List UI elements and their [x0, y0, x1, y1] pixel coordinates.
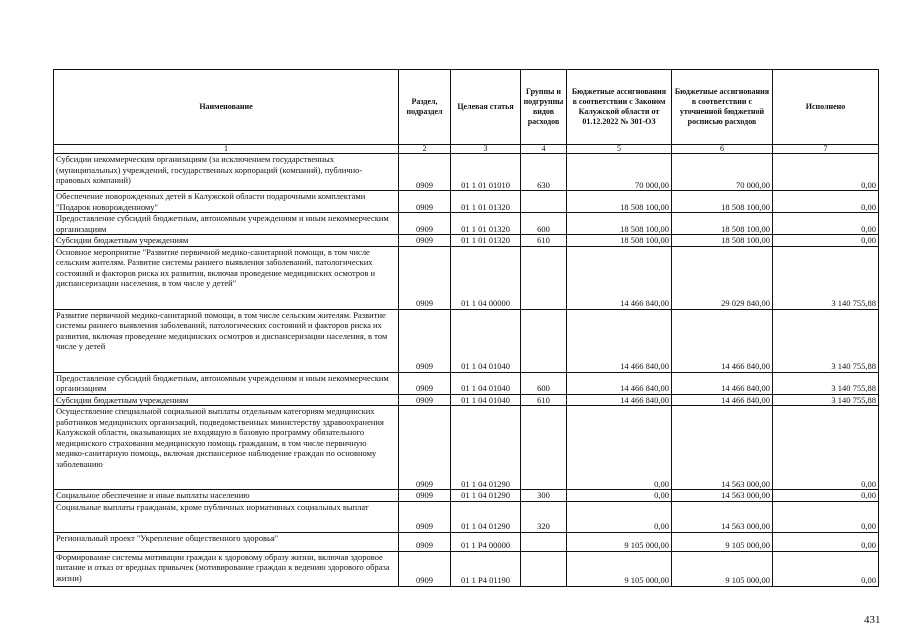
column-number-row: [54, 145, 879, 154]
row-target-cell: 01 1 04 01290: [451, 406, 521, 490]
row-group-cell: [521, 246, 567, 309]
row-law-amount-cell: 14 466 840,00: [567, 394, 672, 406]
row-target-cell: 01 1 04 01040: [451, 309, 521, 372]
row-revised-amount-cell: 14 466 840,00: [672, 394, 773, 406]
header-group: Группы и подгруппы видов расходов: [521, 70, 567, 145]
row-group-cell: [521, 532, 567, 551]
table-row: [54, 372, 879, 394]
row-target-cell: 01 1 01 01320: [451, 213, 521, 235]
table-row: [54, 213, 879, 235]
table-row: [54, 154, 879, 191]
header-law: Бюджетные ассигнования в соответствии с Законом Калужской области от 01.12.2022 № 301-ОЗ: [567, 70, 672, 145]
row-name-cell: Формирование системы мотивации граждан к здоровому образу жизни, включая здоровое питание и отказ от вредных привычек (мотивирование граждан к ведению здорового образа жизни): [54, 551, 399, 586]
row-revised-amount-cell: 14 563 000,00: [672, 490, 773, 502]
header-name: Наименование: [54, 70, 399, 145]
row-name-cell: Предоставление субсидий бюджетным, автономным учреждениям и иным некоммерческим организациям: [54, 213, 399, 235]
table-row: [54, 551, 879, 586]
table-row: [54, 235, 879, 247]
column-number: 2: [399, 145, 451, 154]
row-law-amount-cell: 70 000,00: [567, 154, 672, 191]
row-executed-amount-cell: 0,00: [773, 551, 879, 586]
row-revised-amount-cell: 70 000,00: [672, 154, 773, 191]
row-section-cell: 0909: [399, 191, 451, 213]
row-revised-amount-cell: 9 105 000,00: [672, 551, 773, 586]
row-executed-amount-cell: 0,00: [773, 191, 879, 213]
row-executed-amount-cell: 0,00: [773, 490, 879, 502]
row-executed-amount-cell: 0,00: [773, 154, 879, 191]
header-executed: Исполнено: [773, 70, 879, 145]
row-law-amount-cell: 18 508 100,00: [567, 235, 672, 247]
row-target-cell: 01 1 04 01290: [451, 490, 521, 502]
row-group-cell: [521, 309, 567, 372]
table-row: [54, 394, 879, 406]
row-target-cell: 01 1 01 01320: [451, 191, 521, 213]
row-executed-amount-cell: 3 140 755,88: [773, 372, 879, 394]
row-law-amount-cell: 14 466 840,00: [567, 246, 672, 309]
row-name-cell: Предоставление субсидий бюджетным, автономным учреждениям и иным некоммерческим организациям: [54, 372, 399, 394]
row-executed-amount-cell: 3 140 755,88: [773, 394, 879, 406]
row-group-cell: 610: [521, 394, 567, 406]
table-row: [54, 191, 879, 213]
row-group-cell: 300: [521, 490, 567, 502]
row-law-amount-cell: 0,00: [567, 490, 672, 502]
row-section-cell: 0909: [399, 490, 451, 502]
row-name-cell: Осуществление специальной социальной выплаты отдельным категориям медицинских работников медицинских организаций, подведомственных министерству здравоохранения Калужской области, оказывающих не входящую в базовую программу обязательного медицинского страхования медицинскую помощь гражданам, в том числе первичную медико-санитарную помощь, включая диспансерное наблюдение граждан по основному заболеванию: [54, 406, 399, 490]
column-number: 5: [567, 145, 672, 154]
row-group-cell: 320: [521, 501, 567, 532]
row-law-amount-cell: 9 105 000,00: [567, 551, 672, 586]
row-revised-amount-cell: 14 563 000,00: [672, 406, 773, 490]
row-law-amount-cell: 0,00: [567, 406, 672, 490]
row-name-cell: Региональный проект "Укрепление общественного здоровья": [54, 532, 399, 551]
row-revised-amount-cell: 14 466 840,00: [672, 372, 773, 394]
row-target-cell: 01 1 04 00000: [451, 246, 521, 309]
row-executed-amount-cell: 3 140 755,88: [773, 309, 879, 372]
row-section-cell: 0909: [399, 309, 451, 372]
column-number: 1: [54, 145, 399, 154]
row-name-cell: Основное мероприятие "Развитие первичной медико-санитарной помощи, в том числе сельским жителям. Развитие системы раннего выявления заболеваний, патологических состояний и факторов риска их развития, включая проведение медицинских осмотров и диспансеризации населения, в том числе у детей": [54, 246, 399, 309]
row-target-cell: 01 1 01 01320: [451, 235, 521, 247]
row-target-cell: 01 1 04 01040: [451, 372, 521, 394]
row-revised-amount-cell: 29 029 840,00: [672, 246, 773, 309]
row-executed-amount-cell: 0,00: [773, 501, 879, 532]
row-executed-amount-cell: 3 140 755,88: [773, 246, 879, 309]
row-law-amount-cell: 14 466 840,00: [567, 372, 672, 394]
row-revised-amount-cell: 14 466 840,00: [672, 309, 773, 372]
row-group-cell: 600: [521, 213, 567, 235]
row-group-cell: 610: [521, 235, 567, 247]
header-target: Целевая статья: [451, 70, 521, 145]
row-target-cell: 01 1 P4 01190: [451, 551, 521, 586]
row-revised-amount-cell: 9 105 000,00: [672, 532, 773, 551]
table-row: [54, 501, 879, 532]
row-executed-amount-cell: 0,00: [773, 406, 879, 490]
row-section-cell: 0909: [399, 501, 451, 532]
row-revised-amount-cell: 18 508 100,00: [672, 191, 773, 213]
row-revised-amount-cell: 14 563 000,00: [672, 501, 773, 532]
row-name-cell: Развитие первичной медико-санитарной помощи, в том числе сельским жителям. Развитие системы раннего выявления заболеваний, патологических состояний и факторов риска их развития, включая проведение медицинских осмотров и диспансеризации населения, в том числе у детей: [54, 309, 399, 372]
header-revised: Бюджетные ассигнования в соответствии с уточненной бюджетной росписью расходов: [672, 70, 773, 145]
row-law-amount-cell: 18 508 100,00: [567, 213, 672, 235]
row-section-cell: 0909: [399, 532, 451, 551]
row-section-cell: 0909: [399, 372, 451, 394]
row-target-cell: 01 1 04 01040: [451, 394, 521, 406]
table-row: [54, 406, 879, 490]
row-revised-amount-cell: 18 508 100,00: [672, 213, 773, 235]
row-section-cell: 0909: [399, 406, 451, 490]
row-section-cell: 0909: [399, 154, 451, 191]
row-name-cell: Субсидии бюджетным учреждениям: [54, 394, 399, 406]
column-number: 7: [773, 145, 879, 154]
header-row: [54, 70, 879, 145]
table-row: [54, 246, 879, 309]
row-law-amount-cell: 18 508 100,00: [567, 191, 672, 213]
row-target-cell: 01 1 P4 00000: [451, 532, 521, 551]
row-executed-amount-cell: 0,00: [773, 235, 879, 247]
row-group-cell: [521, 406, 567, 490]
row-executed-amount-cell: 0,00: [773, 532, 879, 551]
row-name-cell: Социальные выплаты гражданам, кроме публичных нормативных социальных выплат: [54, 501, 399, 532]
column-number: 6: [672, 145, 773, 154]
column-number: 3: [451, 145, 521, 154]
row-name-cell: Субсидии некоммерческим организациям (за исключением государственных (муниципальных) учреждений, государственных корпораций (компаний), публично-правовых компаний): [54, 154, 399, 191]
row-group-cell: [521, 551, 567, 586]
row-name-cell: Обеспечение новорожденных детей в Калужской области подарочными комплектами "Подарок новорожденному": [54, 191, 399, 213]
row-name-cell: Социальное обеспечение и иные выплаты населению: [54, 490, 399, 502]
row-group-cell: 630: [521, 154, 567, 191]
row-target-cell: 01 1 01 01010: [451, 154, 521, 191]
row-law-amount-cell: 14 466 840,00: [567, 309, 672, 372]
row-name-cell: Субсидии бюджетным учреждениям: [54, 235, 399, 247]
row-law-amount-cell: 0,00: [567, 501, 672, 532]
row-section-cell: 0909: [399, 246, 451, 309]
budget-table: [53, 69, 879, 587]
row-group-cell: [521, 191, 567, 213]
table-row: [54, 309, 879, 372]
page-number: 431: [864, 614, 881, 626]
row-section-cell: 0909: [399, 394, 451, 406]
column-number: 4: [521, 145, 567, 154]
row-section-cell: 0909: [399, 235, 451, 247]
row-law-amount-cell: 9 105 000,00: [567, 532, 672, 551]
row-target-cell: 01 1 04 01290: [451, 501, 521, 532]
table-row: [54, 490, 879, 502]
table-row: [54, 532, 879, 551]
row-section-cell: 0909: [399, 551, 451, 586]
row-revised-amount-cell: 18 508 100,00: [672, 235, 773, 247]
header-section: Раздел, подраздел: [399, 70, 451, 145]
row-section-cell: 0909: [399, 213, 451, 235]
row-executed-amount-cell: 0,00: [773, 213, 879, 235]
row-group-cell: 600: [521, 372, 567, 394]
